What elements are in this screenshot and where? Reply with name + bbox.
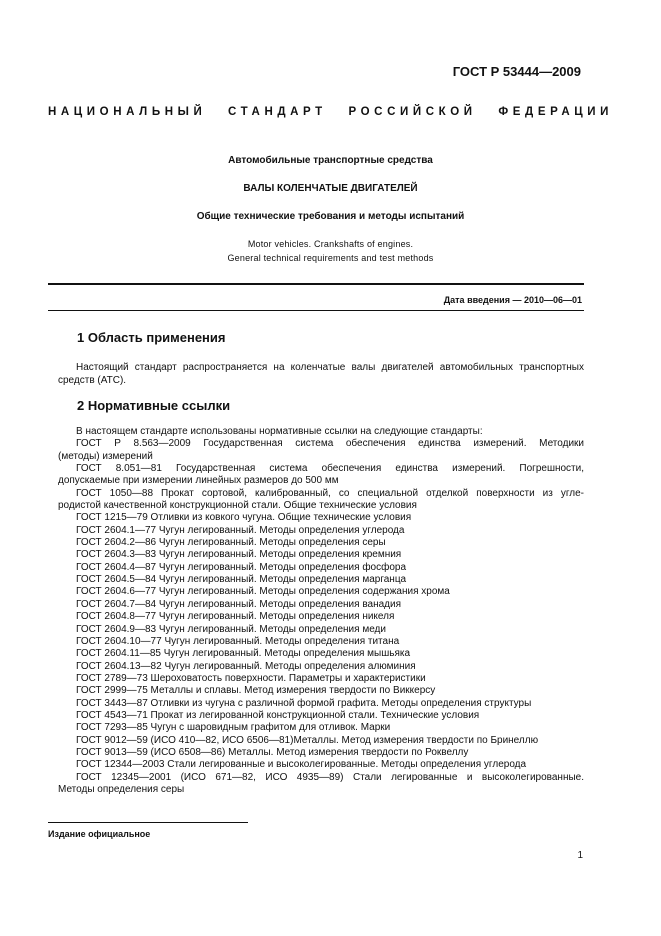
national-standard-banner: НАЦИОНАЛЬНЫЙ СТАНДАРТ РОССИЙСКОЙ ФЕДЕРАЦИИ (48, 106, 613, 118)
reference-line: ГОСТ 2604.7—84 Чугун легированный. Методы определения ванадия (76, 598, 402, 610)
reference-line: ГОСТ 9012—59 (ИСО 410—82, ИСО 6506—81)Металлы. Метод измерения твердости по Бринеллю (76, 734, 539, 746)
reference-line: ГОСТ 12344—2003 Стали легированные и высоколегированные. Методы определения углерода (76, 759, 527, 771)
reference-line: В настоящем стандарте использованы нормативные ссылки на следующие стандарты: (76, 426, 483, 437)
reference-line: ГОСТ 2604.11—85 Чугун легированный. Методы определения мышьяка (76, 648, 411, 660)
section-1-heading: 1 Область применения (77, 330, 226, 345)
reference-line: ГОСТ 8.051—81 Государственная система обеспечения единства измерений. Погрешности, (76, 463, 584, 475)
normative-references-list (58, 426, 584, 796)
title-english-line2: General technical requirements and test methods (227, 253, 434, 263)
reference-line: допускаемые при измерении линейных размеров до 500 мм (58, 475, 339, 487)
reference-line: ГОСТ 2789—73 Шероховатость поверхности. Параметры и характеристики (76, 672, 426, 684)
page-number: 1 (577, 850, 583, 861)
reference-line: Методы определения серы (58, 783, 185, 795)
reference-line: ГОСТ 12345—2001 (ИСО 671—82, ИСО 4935—89) Стали легированные и высоколегированные. (76, 771, 584, 783)
section-2-heading: 2 Нормативные ссылки (77, 398, 231, 413)
reference-line: (методы) измерений (58, 450, 153, 462)
introduction-date: Дата введения — 2010—06—01 (443, 295, 582, 305)
reference-line: ГОСТ 1050—88 Прокат сортовой, калиброванный, со специальной отделкой поверхности из угле- (76, 487, 584, 499)
reference-line: ГОСТ 2999—75 Металлы и сплавы. Метод измерения твердости по Виккерсу (76, 685, 436, 697)
reference-line: ГОСТ 2604.8—77 Чугун легированный. Методы определения никеля (76, 611, 395, 623)
reference-line: ГОСТ 7293—85 Чугун с шаровидным графитом для отливок. Марки (76, 722, 391, 734)
reference-line: ГОСТ Р 8.563—2009 Государственная система обеспечения единства измерений. Методики (76, 438, 584, 450)
reference-line: ГОСТ 2604.2—86 Чугун легированный. Методы определения серы (76, 537, 386, 549)
reference-line: ГОСТ 2604.9—83 Чугун легированный. Методы определения меди (76, 623, 386, 635)
section-1-body: Настоящий стандарт распространяется на коленчатые валы двигателей автомобильных транспортных средств (АТС). (58, 362, 584, 387)
reference-line: ГОСТ 2604.1—77 Чугун легированный. Методы определения углерода (76, 524, 405, 536)
edition-label: Издание официальное (48, 829, 151, 839)
reference-line: ГОСТ 2604.13—82 Чугун легированный. Методы определения алюминия (76, 660, 416, 672)
reference-line: ГОСТ 2604.5—84 Чугун легированный. Методы определения марганца (76, 574, 407, 586)
title-divider (48, 283, 584, 285)
reference-line: ГОСТ 2604.6—77 Чугун легированный. Методы определения содержания хрома (76, 586, 450, 598)
reference-line: ГОСТ 9013—59 (ИСО 6508—86) Металлы. Метод измерения твердости по Роквеллу (76, 746, 469, 758)
reference-line: ГОСТ 4543—71 Прокат из легированной конструкционной стали. Технические условия (76, 709, 480, 721)
reference-line: ГОСТ 2604.10—77 Чугун легированный. Методы определения титана (76, 635, 400, 647)
title-subtitle: Общие технические требования и методы испытаний (196, 211, 465, 222)
reference-line: ГОСТ 1215—79 Отливки из ковкого чугуна. Общие технические условия (76, 512, 412, 524)
title-english-line1: Motor vehicles. Crankshafts of engines. (247, 239, 414, 249)
title-category: Автомобильные транспортные средства (228, 155, 433, 166)
reference-line: ГОСТ 3443—87 Отливки из чугуна с различной формой графита. Методы определения структуры (76, 697, 532, 709)
document-number: ГОСТ Р 53444—2009 (452, 64, 581, 79)
reference-line: ГОСТ 2604.3—83 Чугун легированный. Методы определения кремния (76, 549, 402, 561)
reference-line: ГОСТ 2604.4—87 Чугун легированный. Методы определения фосфора (76, 561, 407, 573)
section-1-text (58, 361, 584, 387)
title-main: ВАЛЫ КОЛЕНЧАТЫЕ ДВИГАТЕЛЕЙ (243, 183, 418, 194)
date-divider (48, 310, 584, 311)
reference-line: родистой качественной конструкционной стали. Общие технические условия (58, 500, 417, 512)
footer-divider (48, 822, 248, 823)
